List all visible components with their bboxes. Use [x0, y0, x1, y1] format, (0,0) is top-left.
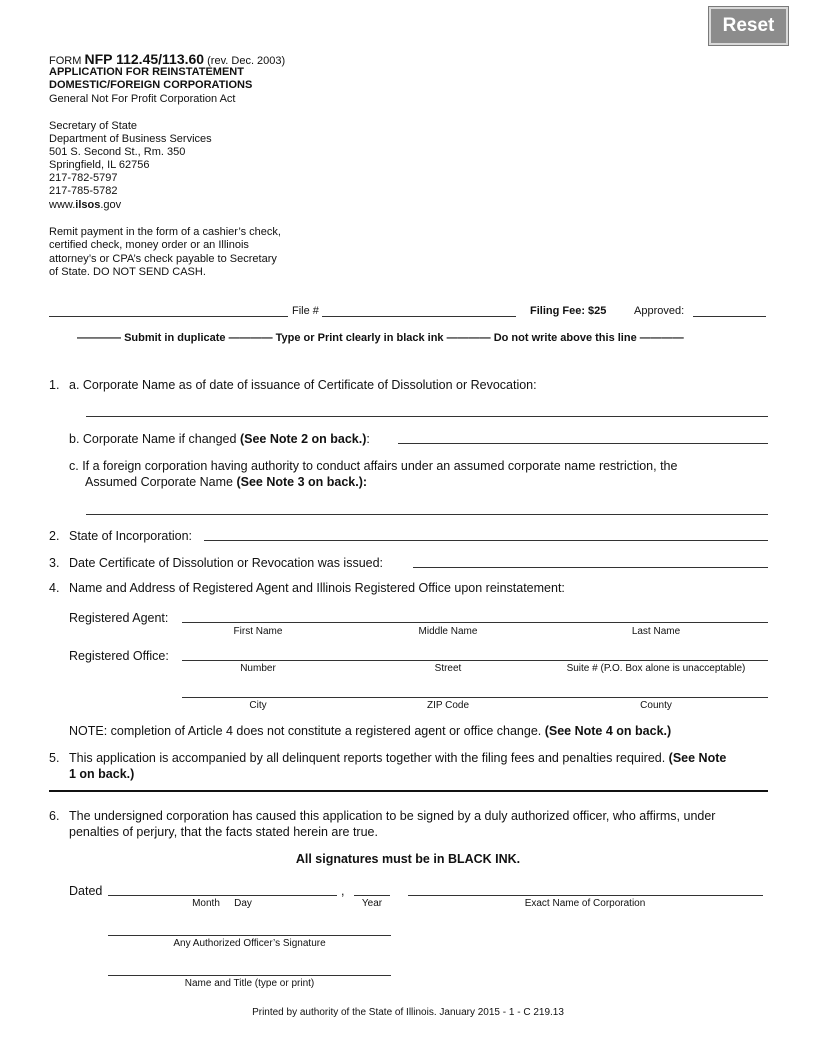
- registered-office-street-field[interactable]: [182, 660, 768, 661]
- item-4-number: 4.: [49, 581, 60, 595]
- office-use-blank[interactable]: [49, 316, 288, 317]
- note-bold: (See Note 4 on back.): [544, 724, 672, 738]
- item-1c-note: (See Note 3 on back.):: [236, 475, 368, 489]
- approved-label: Approved:: [634, 305, 685, 317]
- address-street: 501 S. Second St., Rm. 350: [49, 146, 186, 158]
- office-number-caption: Number: [240, 663, 276, 674]
- remit-line-2: certified check, money order or an Illinois: [49, 239, 249, 251]
- item-5-number: 5.: [49, 751, 60, 765]
- corporate-name-field[interactable]: [86, 416, 768, 417]
- registered-agent-label: Registered Agent:: [69, 611, 169, 625]
- do-not-write: Do not write above this line: [493, 332, 637, 344]
- item-2-number: 2.: [49, 529, 60, 543]
- black-ink-notice: All signatures must be in BLACK INK.: [295, 852, 521, 866]
- remit-line-3: attorney’s or CPA’s check payable to Secretary: [49, 253, 277, 265]
- registered-agent-field[interactable]: [182, 622, 768, 623]
- form-prefix: FORM: [49, 55, 82, 67]
- item-1b-colon: :: [366, 432, 370, 446]
- type-print: Type or Print clearly in black ink: [275, 332, 444, 344]
- dated-year-field[interactable]: [354, 895, 390, 896]
- assumed-name-field[interactable]: [86, 514, 768, 515]
- item-5-note: (See Note: [668, 751, 727, 765]
- approved-field[interactable]: [693, 316, 766, 317]
- agent-first-name-caption: First Name: [233, 626, 283, 637]
- office-county-caption: County: [640, 700, 672, 711]
- dated-comma: ,: [341, 884, 345, 898]
- office-suite-caption: Suite # (P.O. Box alone is unacceptable): [566, 663, 746, 674]
- address-phone-2: 217-785-5782: [49, 185, 118, 197]
- form-title-1: APPLICATION FOR REINSTATEMENT: [49, 66, 244, 78]
- address-website: [49, 199, 121, 212]
- remit-line-1: Remit payment in the form of a cashier’s check,: [49, 226, 281, 238]
- item-3-label: Date Certificate of Dissolution or Revocation was issued:: [69, 556, 384, 570]
- dash-4: ————: [639, 332, 684, 344]
- item-5-line-2: 1 on back.): [69, 767, 135, 781]
- address-office: Secretary of State: [49, 120, 138, 132]
- item-2-label: State of Incorporation:: [69, 529, 192, 543]
- office-street-caption: Street: [434, 663, 462, 674]
- item-5-text: This application is accompanied by all delinquent reports together with the filing fees and penalties required.: [69, 751, 669, 765]
- dash-3: ————: [446, 332, 491, 344]
- web-domain: ilsos: [75, 199, 101, 211]
- registered-office-city-field[interactable]: [182, 697, 768, 698]
- state-of-incorporation-field[interactable]: [204, 540, 768, 541]
- file-number-field[interactable]: [322, 316, 516, 317]
- item-1c-line-1: c. If a foreign corporation having authority to conduct affairs under an assumed corporate name restriction, the: [69, 459, 678, 473]
- dated-month-day-field[interactable]: [108, 895, 337, 896]
- submit-duplicate: Submit in duplicate: [124, 332, 226, 344]
- item-6-line-2: penalties of perjury, that the facts stated herein are true.: [69, 825, 378, 839]
- form-number: [49, 51, 285, 67]
- reset-button[interactable]: Reset: [709, 7, 788, 45]
- form-title-2: DOMESTIC/FOREIGN CORPORATIONS: [49, 79, 253, 91]
- changed-name-field[interactable]: [398, 443, 768, 444]
- remit-line-4: of State. DO NOT SEND CASH.: [49, 266, 206, 278]
- agent-middle-name-caption: Middle Name: [418, 626, 478, 637]
- registered-office-label: Registered Office:: [69, 649, 169, 663]
- item-6-line-1: The undersigned corporation has caused this application to be signed by a duly authorized officer, who affirms, under: [69, 809, 716, 823]
- item-5-line-1: [69, 751, 726, 765]
- name-title-caption: Name and Title (type or print): [184, 978, 315, 989]
- form-act: General Not For Profit Corporation Act: [49, 93, 236, 105]
- item-1c-line-2: [85, 475, 367, 489]
- item-1b-label: [69, 432, 370, 446]
- officer-signature-field[interactable]: [108, 935, 391, 936]
- dated-label: Dated: [69, 884, 103, 898]
- address-department: Department of Business Services: [49, 133, 212, 145]
- item-6-number: 6.: [49, 809, 60, 823]
- section-divider: [49, 790, 768, 792]
- file-number-label: File #: [292, 305, 319, 317]
- date-issued-field[interactable]: [413, 567, 768, 568]
- item-1b-note: (See Note 2 on back.): [239, 432, 367, 446]
- item-1a-label: a. Corporate Name as of date of issuance of Certificate of Dissolution or Revocation:: [69, 378, 537, 392]
- form-number-bold: NFP 112.45/113.60: [84, 51, 205, 67]
- day-caption: Day: [234, 898, 252, 909]
- address-city: Springfield, IL 62756: [49, 159, 150, 171]
- dash-2: ————: [228, 332, 273, 344]
- item-1b-text: b. Corporate Name if changed: [69, 432, 240, 446]
- office-zip-caption: ZIP Code: [426, 700, 470, 711]
- corporation-name-field[interactable]: [408, 895, 763, 896]
- web-prefix: www.: [49, 199, 76, 211]
- dash-1: ————: [77, 332, 121, 344]
- web-suffix: .gov: [100, 199, 122, 211]
- item-1c-text: Assumed Corporate Name: [85, 475, 237, 489]
- month-caption: Month: [192, 898, 220, 909]
- address-phone-1: 217-782-5797: [49, 172, 118, 184]
- item-4-label: Name and Address of Registered Agent and Illinois Registered Office upon reinstatement:: [69, 581, 565, 595]
- year-caption: Year: [361, 898, 383, 909]
- form-revision: (rev. Dec. 2003): [207, 55, 286, 67]
- corporation-name-caption: Exact Name of Corporation: [524, 898, 646, 909]
- agent-last-name-caption: Last Name: [631, 626, 681, 637]
- note-text: NOTE: completion of Article 4 does not constitute a registered agent or office change.: [69, 724, 545, 738]
- officer-signature-caption: Any Authorized Officer’s Signature: [173, 938, 326, 949]
- name-title-field[interactable]: [108, 975, 391, 976]
- office-city-caption: City: [249, 700, 267, 711]
- filing-fee: Filing Fee: $25: [530, 305, 607, 317]
- footer-print-notice: Printed by authority of the State of Illinois. January 2015 - 1 - C 219.13: [252, 1007, 564, 1018]
- instructions-line: [77, 332, 684, 344]
- article-4-note: [69, 724, 671, 738]
- item-3-number: 3.: [49, 556, 60, 570]
- item-1-number: 1.: [49, 378, 60, 392]
